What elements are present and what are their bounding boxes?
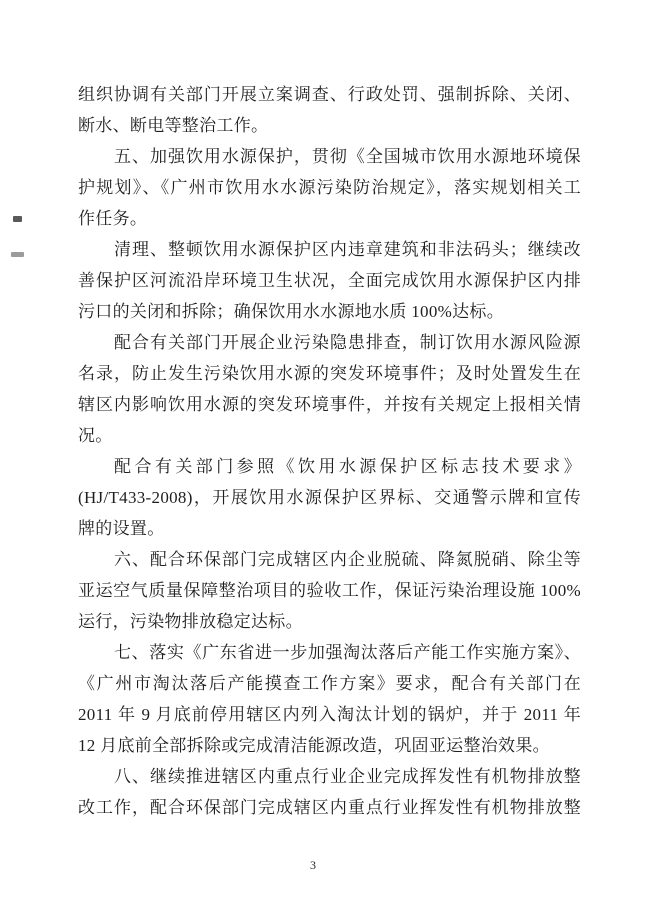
text-line: 名录，防止发生污染饮用水源的突发环境事件；及时处置发生在 (78, 364, 581, 383)
text-line: 污口的关闭和拆除；确保饮用水水源地水质 100%达标。 (78, 302, 505, 321)
scan-artifact (11, 252, 24, 257)
document-body (78, 79, 581, 823)
text-line: 配合有关部门开展企业污染隐患排查，制订饮用水源风险源 (114, 333, 581, 352)
text-line: 作任务。 (78, 209, 148, 228)
text-line: 况。 (78, 426, 113, 445)
text-line: 七、落实《广东省进一步加强淘汰落后产能工作实施方案》、 (114, 643, 581, 662)
text-line: 12 月底前全部拆除或完成清洁能源改造，巩固亚运整治效果。 (78, 736, 550, 755)
text-line: 2011 年 9 月底前停用辖区内列入淘汰计划的锅炉，并于 2011 年 (78, 705, 581, 724)
text-line: 六、配合环保部门完成辖区内企业脱硫、降氮脱硝、除尘等 (114, 550, 581, 569)
text-line: 护规划》、《广州市饮用水水源污染防治规定》，落实规划相关工 (78, 178, 581, 197)
page-number: 3 (310, 858, 316, 872)
text-line: 断水、断电等整治工作。 (78, 116, 269, 135)
text-line: 运行，污染物排放稳定达标。 (78, 612, 303, 631)
text-line: 《广州市淘汰落后产能摸查工作方案》要求，配合有关部门在 (78, 674, 581, 693)
text-line: 配合有关部门参照《饮用水源保护区标志技术要求》 (114, 457, 581, 476)
text-line: 八、继续推进辖区内重点行业企业完成挥发性有机物排放整 (114, 767, 581, 786)
text-line: 亚运空气质量保障整治项目的验收工作，保证污染治理设施 100% (78, 581, 581, 600)
text-line: 组织协调有关部门开展立案调查、行政处罚、强制拆除、关闭、 (78, 85, 581, 104)
text-line: 善保护区河流沿岸环境卫生状况，全面完成饮用水源保护区内排 (78, 271, 581, 290)
scan-artifact (13, 216, 22, 222)
text-line: 牌的设置。 (78, 519, 165, 538)
text-line: 清理、整顿饮用水源保护区内违章建筑和非法码头；继续改 (114, 240, 581, 259)
text-line: 改工作，配合环保部门完成辖区内重点行业挥发性有机物排放整 (78, 798, 581, 817)
text-line: (HJ/T433-2008)，开展饮用水源保护区界标、交通警示牌和宣传 (78, 488, 581, 507)
text-line: 辖区内影响饮用水源的突发环境事件，并按有关规定上报相关情 (78, 395, 581, 414)
text-line: 五、加强饮用水源保护，贯彻《全国城市饮用水源地环境保 (114, 147, 581, 166)
